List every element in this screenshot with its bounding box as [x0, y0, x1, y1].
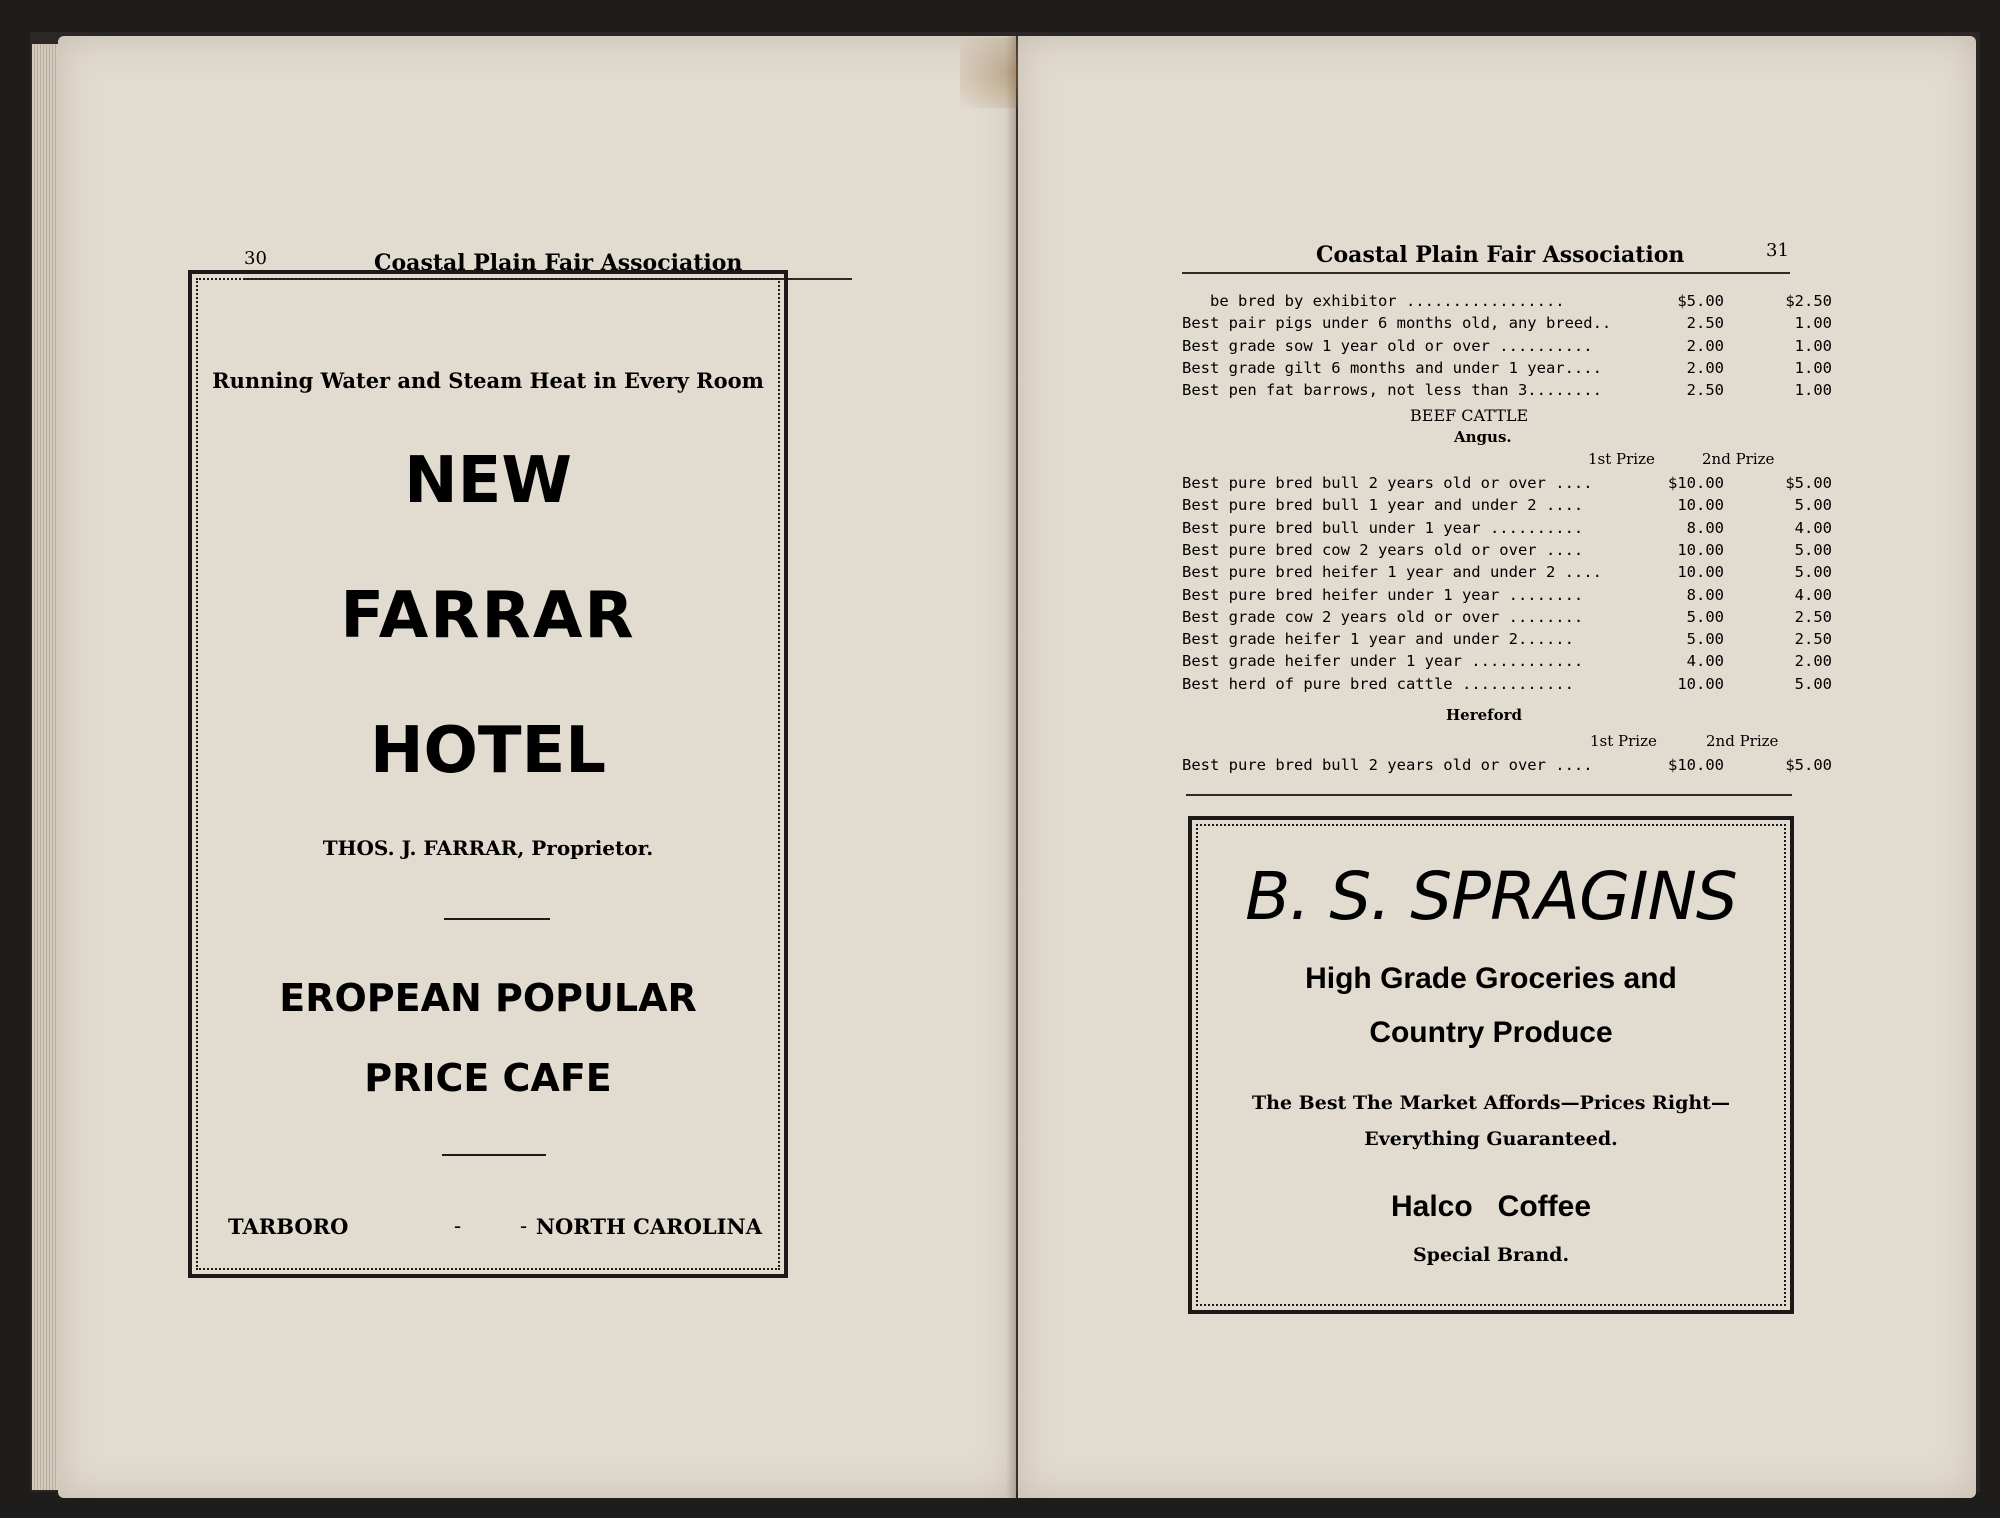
- prize-description: Best pure bred bull 2 years old or over ....: [1182, 474, 1593, 492]
- second-prize-value: $2.50: [1785, 292, 1832, 310]
- prize-row: [1182, 607, 1832, 630]
- prize-description: Best grade cow 2 years old or over ........: [1182, 607, 1584, 626]
- angus-col2: 2nd Prize: [1702, 450, 1775, 468]
- prize-row: [1182, 358, 1832, 381]
- second-prize-value: 2.50: [1794, 607, 1832, 626]
- prize-row: [1182, 518, 1832, 541]
- spragins-brand: Halco Coffee: [1390, 1190, 1592, 1223]
- prize-description: Best grade heifer 1 year and under 2......: [1182, 630, 1574, 649]
- prize-row: [1182, 292, 1832, 314]
- prize-row: [1182, 630, 1832, 652]
- prize-row: [1182, 540, 1832, 563]
- first-prize-value: 8.00: [1686, 518, 1724, 537]
- second-prize-value: 2.00: [1794, 652, 1832, 671]
- first-prize-value: 10.00: [1677, 540, 1724, 559]
- section-title: BEEF CATTLE: [1410, 406, 1529, 425]
- prize-description: Best pair pigs under 6 months old, any breed..: [1182, 314, 1612, 333]
- first-prize-value: $10.00: [1668, 474, 1724, 492]
- prize-description: Best pure bred heifer under 1 year ........: [1182, 585, 1584, 604]
- second-prize-value: 5.00: [1794, 496, 1832, 515]
- second-prize-value: $5.00: [1785, 756, 1832, 774]
- second-prize-value: 1.00: [1794, 314, 1832, 333]
- spragins-line3: The Best The Market Affords—Prices Right—: [1252, 1092, 1730, 1114]
- table-end-rule: [1186, 794, 1792, 796]
- second-prize-value: 1.00: [1794, 381, 1832, 400]
- spragins-line2: Country Produce: [1369, 1016, 1613, 1049]
- hereford-col2: 2nd Prize: [1706, 732, 1779, 750]
- second-prize-value: 5.00: [1794, 540, 1832, 559]
- prize-description: Best pen fat barrows, not less than 3........: [1182, 381, 1602, 400]
- hotel-dash: -: [520, 1214, 528, 1238]
- right-running-head: Coastal Plain Fair Association: [1316, 242, 1685, 268]
- angus-col1: 1st Prize: [1588, 450, 1655, 468]
- right-head-rule: [1182, 272, 1790, 274]
- hotel-proprietor: THOS. J. FARRAR, Proprietor.: [322, 836, 654, 860]
- prize-description: Best pure bred heifer 1 year and under 2 ....: [1182, 563, 1602, 582]
- second-prize-value: 4.00: [1794, 518, 1832, 537]
- prize-description: Best grade gilt 6 months and under 1 year....: [1182, 358, 1602, 377]
- hereford-col1: 1st Prize: [1590, 732, 1657, 750]
- second-prize-value: $5.00: [1785, 474, 1832, 492]
- hotel-dash: -: [454, 1214, 462, 1238]
- second-prize-value: 5.00: [1794, 674, 1832, 693]
- first-prize-value: 2.00: [1686, 358, 1724, 377]
- first-prize-value: 2.50: [1686, 314, 1724, 333]
- prize-description: Best pure bred cow 2 years old or over ....: [1182, 540, 1584, 559]
- hotel-state: NORTH CAROLINA: [535, 1214, 762, 1239]
- second-prize-value: 2.50: [1794, 630, 1832, 649]
- first-prize-value: 10.00: [1677, 496, 1724, 515]
- prize-description: be bred by exhibitor .................: [1182, 292, 1565, 310]
- second-prize-value: 1.00: [1794, 336, 1832, 355]
- prize-row: [1182, 674, 1832, 697]
- prize-row: [1182, 496, 1832, 518]
- cafe-line1: EROPEAN POPULAR: [279, 976, 697, 1020]
- prize-description: Best grade sow 1 year old or over ..........: [1182, 336, 1593, 355]
- first-prize-value: 2.00: [1686, 336, 1724, 355]
- prize-row: [1182, 314, 1832, 336]
- hotel-tagline: Running Water and Steam Heat in Every Room: [212, 368, 764, 393]
- page-edges: [32, 44, 60, 1490]
- second-prize-value: 4.00: [1794, 585, 1832, 604]
- first-prize-value: $10.00: [1668, 756, 1724, 774]
- prize-description: Best pure bred bull 1 year and under 2 ....: [1182, 496, 1584, 515]
- spragins-brand-sub: Special Brand.: [1412, 1244, 1570, 1266]
- hotel-name-line3: HOTEL: [369, 714, 607, 788]
- prize-row: [1182, 652, 1832, 674]
- first-prize-value: 2.50: [1686, 381, 1724, 400]
- first-prize-value: 5.00: [1686, 607, 1724, 626]
- spragins-line1: High Grade Groceries and: [1305, 962, 1677, 995]
- prize-row: [1182, 474, 1832, 496]
- prize-row: [1182, 381, 1832, 403]
- hereford-title: Hereford: [1446, 706, 1523, 724]
- hotel-name-line1: NEW: [404, 444, 572, 518]
- left-page-number: 30: [244, 248, 267, 269]
- second-prize-value: 1.00: [1794, 358, 1832, 377]
- prize-description: Best herd of pure bred cattle ............: [1182, 674, 1574, 693]
- cafe-line2: PRICE CAFE: [364, 1056, 612, 1100]
- spragins-ad: [1188, 816, 1794, 1314]
- first-prize-value: 5.00: [1686, 630, 1724, 649]
- first-prize-value: $5.00: [1677, 292, 1724, 310]
- hotel-ad: [188, 270, 788, 1278]
- divider: [444, 918, 550, 920]
- spragins-name: B. S. SPRAGINS: [1245, 858, 1737, 935]
- spragins-line4: Everything Guaranteed.: [1364, 1128, 1618, 1150]
- prize-row: [1182, 336, 1832, 359]
- prize-row: [1182, 563, 1832, 585]
- left-running-head: Coastal Plain Fair Association: [374, 250, 743, 276]
- first-prize-value: 8.00: [1686, 585, 1724, 604]
- prize-row: [1182, 585, 1832, 608]
- first-prize-value: 10.00: [1677, 563, 1724, 582]
- second-prize-value: 5.00: [1794, 563, 1832, 582]
- prize-description: Best pure bred bull 2 years old or over ....: [1182, 756, 1593, 774]
- prize-description: Best pure bred bull under 1 year ..........: [1182, 518, 1584, 537]
- first-prize-value: 4.00: [1686, 652, 1724, 671]
- angus-title: Angus.: [1454, 428, 1512, 446]
- first-prize-value: 10.00: [1677, 674, 1724, 693]
- prize-description: Best grade heifer under 1 year ............: [1182, 652, 1584, 671]
- hotel-city: TARBORO: [228, 1214, 349, 1239]
- prize-row: [1182, 756, 1832, 778]
- right-page-number: 31: [1766, 240, 1789, 261]
- hotel-name-line2: FARRAR: [340, 579, 636, 653]
- divider: [442, 1154, 546, 1156]
